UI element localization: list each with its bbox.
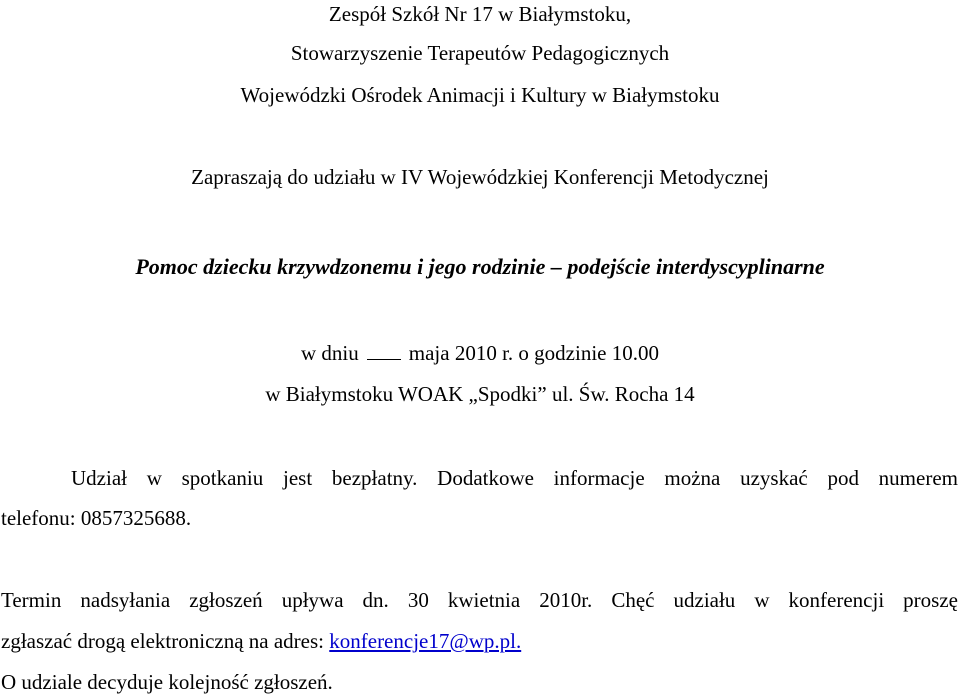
date-blank <box>367 343 401 360</box>
organizer-3: Wojewódzki Ośrodek Animacji i Kultury w Białymstoku <box>240 83 720 107</box>
email-link[interactable]: konferencje17@wp.pl. <box>329 629 522 653</box>
email-prefix: zgłaszać drogą elektroniczną na adres: <box>1 629 330 653</box>
date-prefix: w dniu <box>301 341 359 365</box>
date-suffix: maja 2010 r. o godzinie 10.00 <box>408 341 659 365</box>
location-line: w Białymstoku WOAK „Spodki” ul. Św. Rocha 14 <box>265 382 695 406</box>
deadline-line-1: Termin nadsyłania zgłoszeń upływa dn. 30 kwietnia 2010r. Chęć udziału w konferencji proszę <box>1 588 958 612</box>
organizer-1: Zespół Szkół Nr 17 w Białymstoku, <box>328 2 632 26</box>
invitation-line: Zapraszają do udziału w IV Wojewódzkiej Konferencji Metodycznej <box>191 165 769 189</box>
conference-title: Pomoc dziecku krzywdzonemu i jego rodzinie – podejście interdyscyplinarne <box>135 254 825 279</box>
deadline-line-2 <box>1 628 521 654</box>
participation-line-2: telefonu: 0857325688. <box>1 506 192 530</box>
organizer-2: Stowarzyszenie Terapeutów Pedagogicznych <box>290 41 670 65</box>
deadline-line-3: O udziale decyduje kolejność zgłoszeń. <box>1 670 333 694</box>
participation-line-1: Udział w spotkaniu jest bezpłatny. Dodatkowe informacje można uzyskać pod numerem <box>71 466 958 490</box>
date-line <box>0 340 960 366</box>
